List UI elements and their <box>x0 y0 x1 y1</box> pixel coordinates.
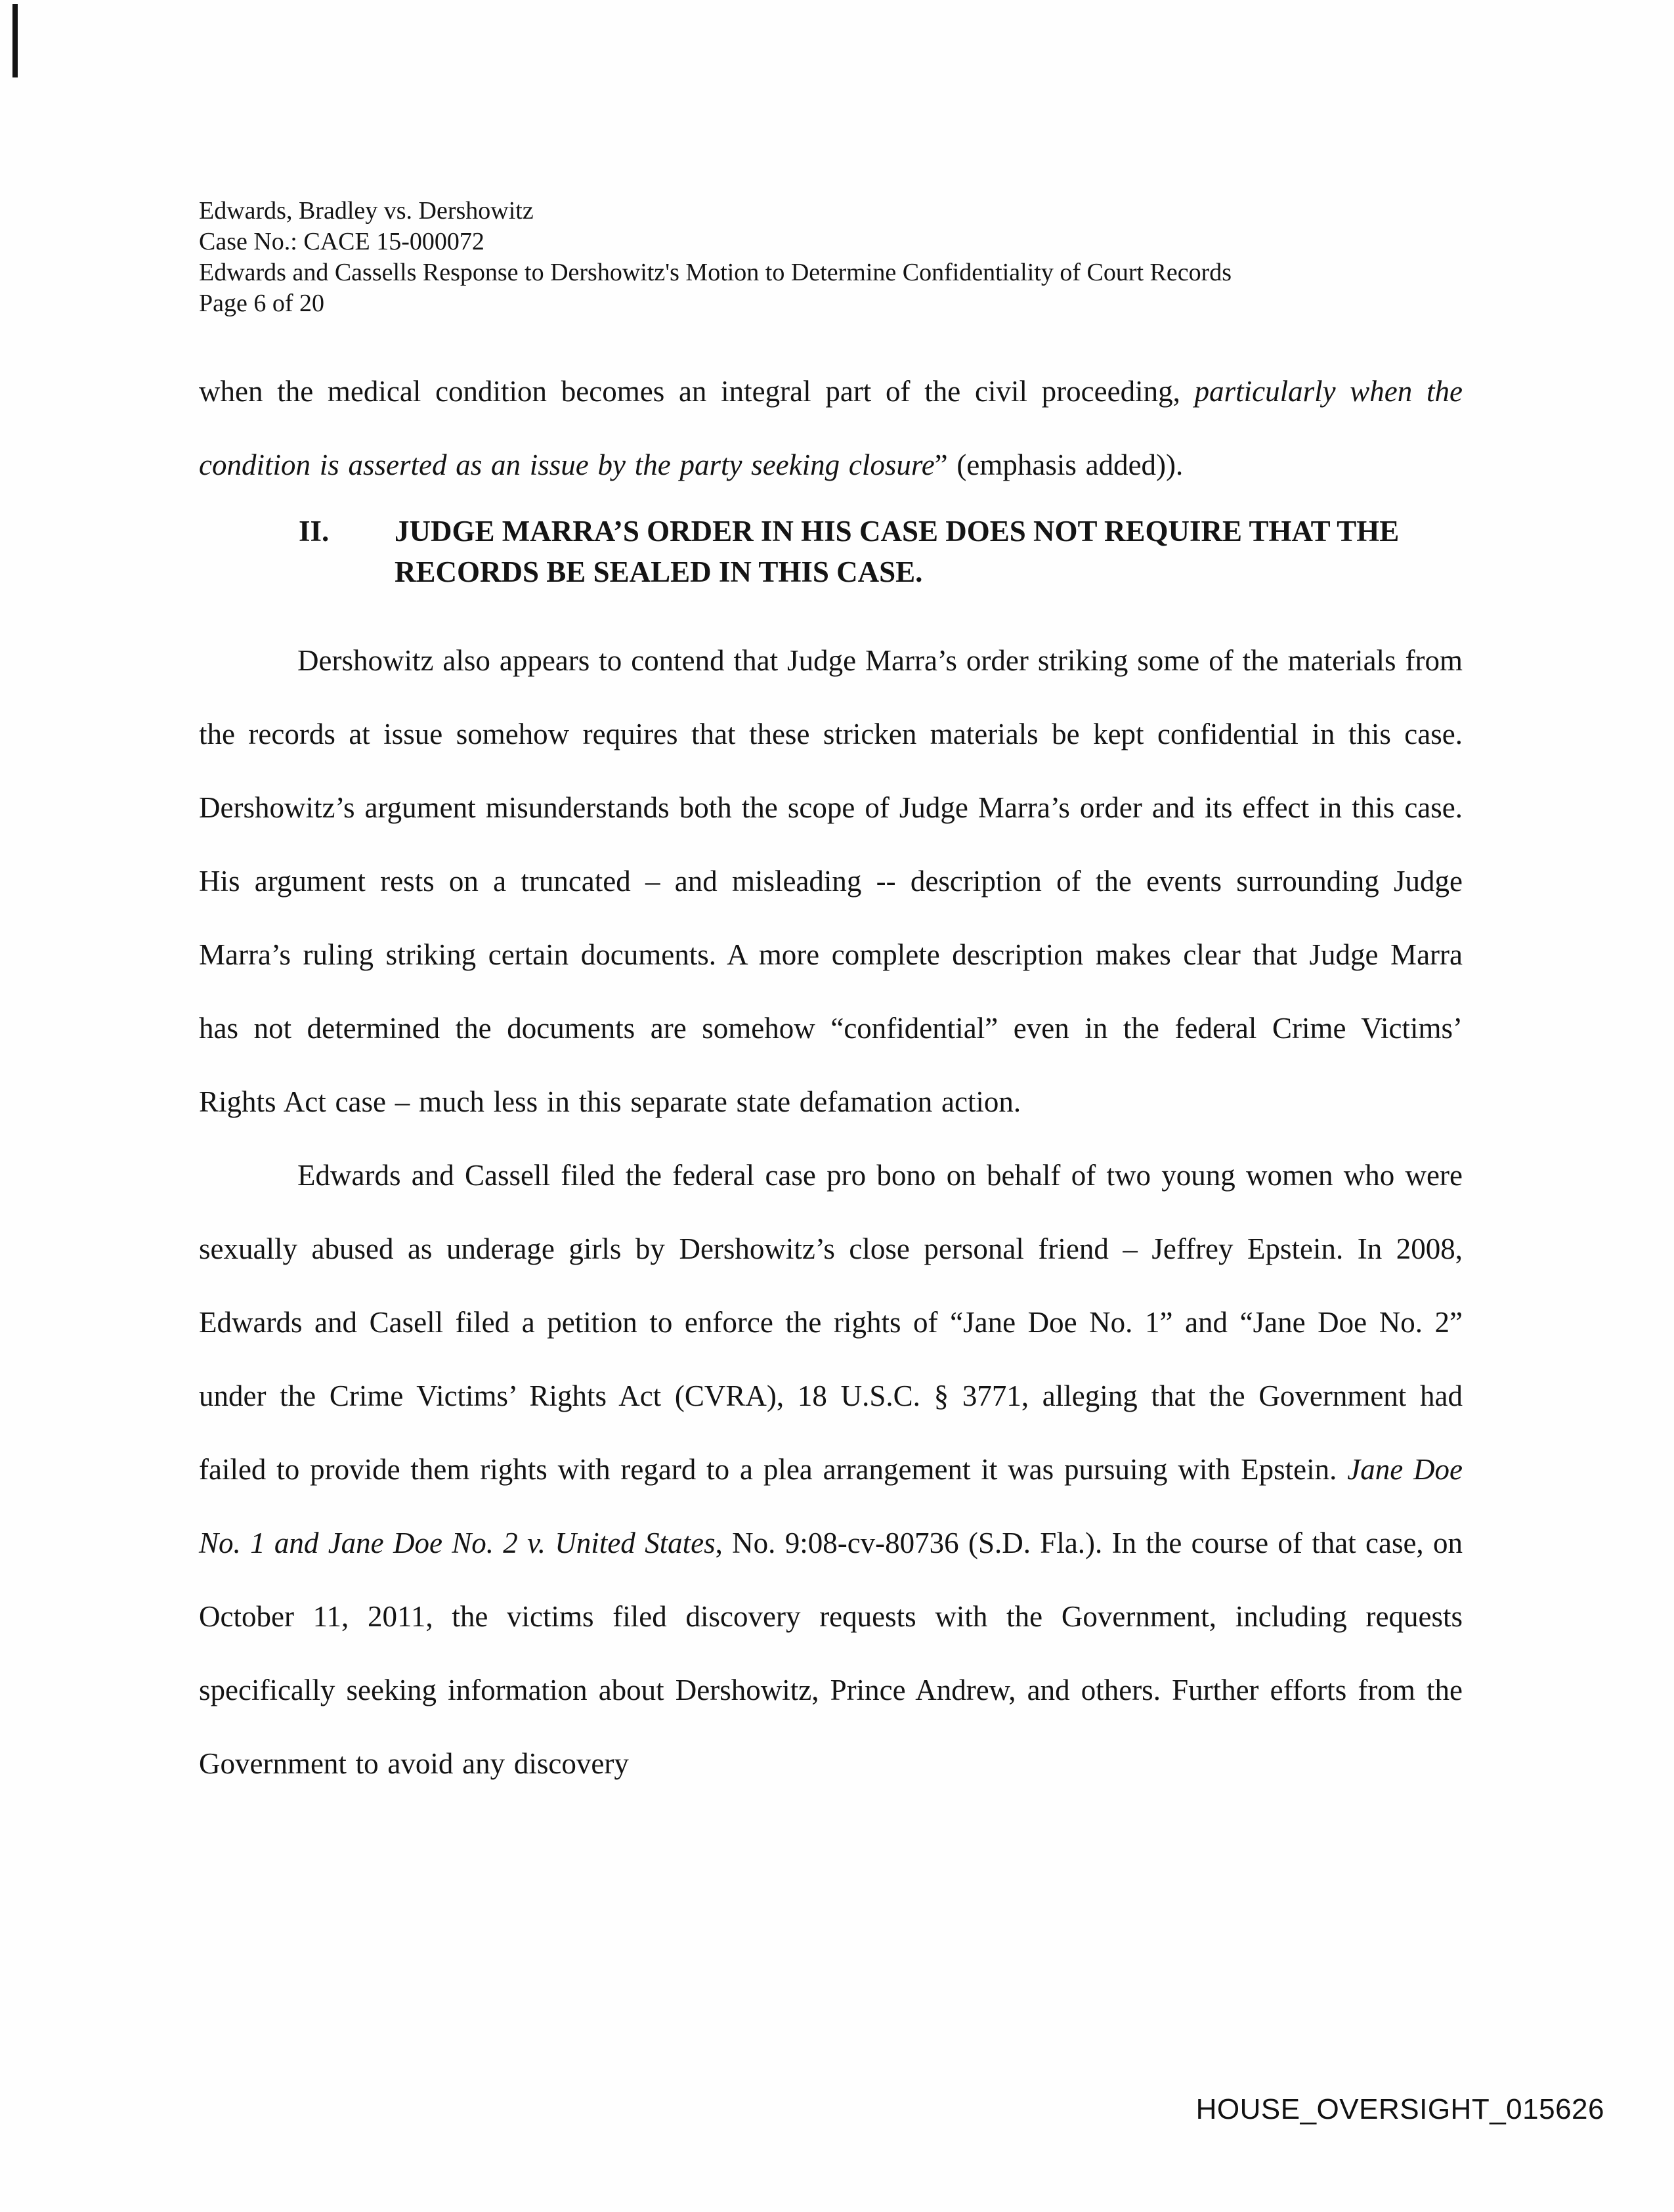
header-page-info: Page 6 of 20 <box>199 290 325 317</box>
header-case-title: Edwards, Bradley vs. Dershowitz <box>199 197 534 225</box>
document-body <box>199 355 1463 1800</box>
bates-number: HOUSE_OVERSIGHT_015626 <box>1195 2093 1604 2125</box>
section-2-title: JUDGE MARRA’S ORDER IN HIS CASE DOES NOT REQUIRE THAT THE RECORDS BE SEALED IN THIS CASE. <box>395 515 1400 588</box>
section-2-number: II. <box>299 515 330 548</box>
header-document-title: Edwards and Cassells Response to Dershowitz's Motion to Determine Confidentiality of Court Records <box>199 259 1232 286</box>
document-header <box>199 196 1232 319</box>
paragraph-1-italic-text: particularly when the condition is asserted as an issue by the party seeking closure <box>199 375 1463 481</box>
paragraph-continuation <box>199 355 1463 502</box>
paragraph-3-case-citation-italic: Jane Doe No. 1 and Jane Doe No. 2 v. United States <box>199 1453 1463 1559</box>
paragraph-2: Dershowitz also appears to contend that Judge Marra’s order striking some of the materials from the records at issue somehow requires that these stricken materials be kept confidential in this case. Dershowitz’s argument misunderstands both the scope of Judge Marra’s order and its effect in this case. His argument rests on a truncated – and misleading -- description of the events surrounding Judge Marra’s ruling striking certain documents. A more complete description makes clear that Judge Marra has not determined the documents are somehow “confidential” even in the federal Crime Victims’ Rights Act case – much less in this separate state defamation action. <box>199 644 1463 1118</box>
paragraph-3-text: Edwards and Cassell filed the federal case pro bono on behalf of two young women who were sexually abused as underage girls by Dershowitz’s close personal friend – Jeffrey Epstein. In 2008, Edwards and Casell filed a petition to enforce the rights of “Jane Doe No. 1” and “Jane Doe No. 2” under the Crime Victims’ Rights Act (CVRA), 18 U.S.C. § 3771, alleging that the Government had failed to provide them rights with regard to a plea arrangement it was pursuing with Epstein. <box>199 1159 1463 1486</box>
section-2-heading <box>299 511 1463 592</box>
paragraph-1-text-after: ” (emphasis added)). <box>934 448 1184 481</box>
scan-edge-artifact <box>12 4 18 77</box>
header-case-number: Case No.: CACE 15-000072 <box>199 228 484 255</box>
paragraph-1-text: when the medical condition becomes an integral part of the civil proceeding, <box>199 375 1195 408</box>
paragraph-3 <box>199 1139 1463 1800</box>
paragraph-3-text-after: , No. 9:08-cv-80736 (S.D. Fla.). In the course of that case, on October 11, 2011, the victims filed discovery requests with the Government, including requests specifically seeking information about Dershowitz, Prince Andrew, and others. Further efforts from the Government to avoid any discovery <box>199 1527 1463 1780</box>
